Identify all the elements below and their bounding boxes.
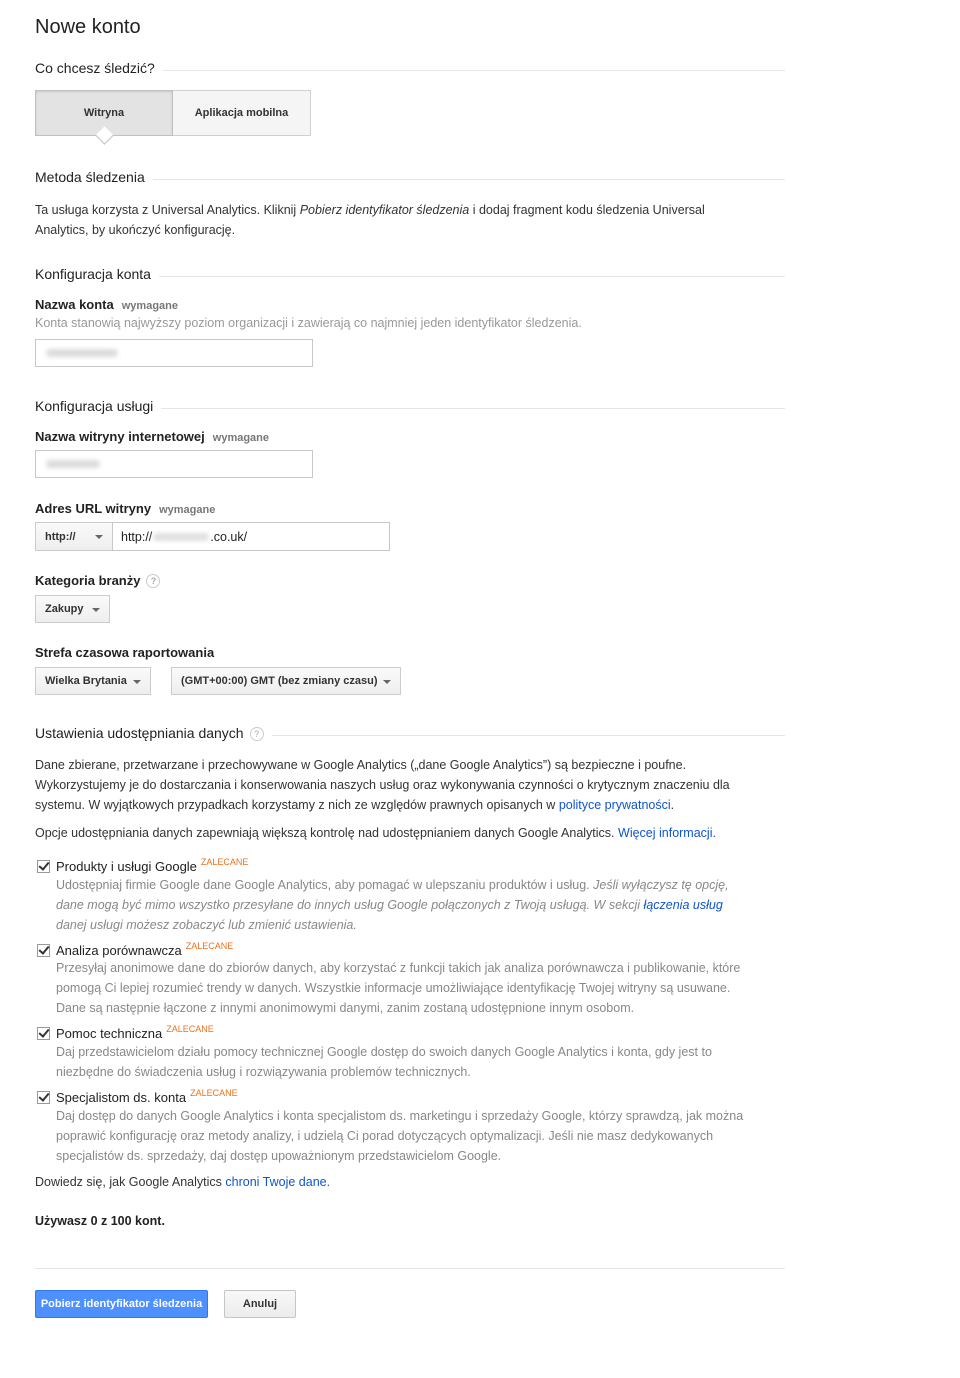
caret-down-icon bbox=[133, 680, 141, 684]
redacted-value bbox=[46, 460, 100, 468]
benchmarking-description: Przesyłaj anonimowe dane do zbiorów danych, aby korzystać z funkcji takich jak analiza porównawcza i publikowanie, które pomogą Ci lepiej rozumieć trendy w danych. Wszystkie informacje umożliwiające identyfikację Twojej witryny są usuwane. Dane są następnie łączone z innymi anonimowymi danymi, zanim zostaną udostępnione innym osobom. bbox=[56, 961, 741, 1015]
section-data-sharing bbox=[35, 725, 785, 745]
account-specialists-label: Specjalistom ds. konta $^{ZALECANE}$ bbox=[56, 1088, 238, 1105]
property-linking-link[interactable]: łączenia usług bbox=[643, 898, 723, 912]
required-tag: wymagane bbox=[121, 300, 178, 312]
section-tracking-title: Co chcesz śledzić? bbox=[35, 60, 163, 76]
account-name-label: Nazwa konta wymagane bbox=[35, 297, 178, 312]
recommended-badge: ZALECANE bbox=[166, 1024, 214, 1034]
selected-pointer bbox=[95, 126, 113, 144]
google-products-description: Udostępniaj firmie Google dane Google Analytics, aby pomagać w ulepszaniu produktów i usług. Jeśli wyłączysz tę opcję, dane mogą być mimo wszystko przesyłane do innych usług Google połączonych z Twoją usługą. W sekcji łączenia usług danej usługi możesz zobaczyć lub zmienić ustawienia. bbox=[56, 878, 729, 932]
data-protection-note: Dowiedz się, jak Google Analytics chroni Twoje dane. bbox=[35, 1175, 331, 1189]
google-products-checkbox[interactable] bbox=[37, 860, 50, 873]
tracking-type-selector bbox=[35, 90, 311, 136]
caret-down-icon bbox=[92, 608, 100, 612]
recommended-badge: ZALECANE bbox=[185, 941, 234, 951]
technical-support-checkbox[interactable] bbox=[37, 1027, 50, 1040]
technical-support-label: Pomoc techniczna $^{ZALECANE}$ bbox=[56, 1024, 214, 1041]
required-tag: wymagane bbox=[159, 504, 216, 516]
method-description: Ta usługa korzysta z Universal Analytics. Kliknij Pobierz identyfikator śledzenia i dodaj fragment kodu śledzenia Universal Analytics, by ukończyć konfigurację. bbox=[35, 203, 705, 237]
country-dropdown[interactable]: Wielka Brytania bbox=[35, 667, 151, 695]
benchmarking-checkbox[interactable] bbox=[37, 944, 50, 957]
section-method-title: Metoda śledzenia bbox=[35, 169, 153, 185]
site-url-input[interactable]: http:// .co.uk/ bbox=[112, 522, 390, 551]
recommended-badge: ZALECANE bbox=[200, 857, 249, 867]
industry-category-label: Kategoria branży ? bbox=[35, 573, 160, 588]
footer-divider bbox=[35, 1268, 785, 1269]
page-title: Nowe konto bbox=[35, 16, 141, 38]
timezone-dropdown[interactable]: (GMT+00:00) GMT (bez zmiany czasu) bbox=[171, 667, 401, 695]
required-tag: wymagane bbox=[212, 432, 270, 444]
caret-down-icon bbox=[383, 680, 391, 684]
technical-support-description: Daj przedstawicielom działu pomocy technicznej Google dostęp do swoich danych Google Analytics i konta, gdy jest to niezbędne do świadczenia usług i rozwiązywania problemów technicznych. bbox=[56, 1045, 712, 1079]
account-usage-text: Używasz 0 z 100 kont. bbox=[35, 1214, 165, 1228]
section-account-title: Konfiguracja konta bbox=[35, 266, 159, 282]
recommended-badge: ZALECANE bbox=[190, 1088, 238, 1098]
tab-website[interactable]: Witryna bbox=[35, 90, 173, 136]
data-sharing-options-note: Opcje udostępniania danych zapewniają większą kontrolę nad udostępnianiem danych Google Analytics. Więcej informacji. bbox=[35, 826, 716, 840]
section-method bbox=[35, 169, 785, 189]
section-data-sharing-title: Ustawienia udostępniania danych ? bbox=[35, 725, 272, 741]
account-specialists-checkbox[interactable] bbox=[37, 1091, 50, 1104]
caret-down-icon bbox=[95, 535, 103, 539]
more-info-link[interactable]: Więcej informacji bbox=[618, 826, 713, 840]
benchmarking-label: Analiza porównawcza $^{ZALECANE}$ bbox=[56, 941, 234, 958]
tab-mobile-app[interactable]: Aplikacja mobilna bbox=[173, 90, 311, 136]
section-account bbox=[35, 266, 785, 286]
site-name-label: Nazwa witryny internetowej wymagane bbox=[35, 429, 270, 444]
account-name-hint: Konta stanowią najwyższy poziom organizacji i zawierają co najmniej jeden identyfikator śledzenia. bbox=[35, 316, 582, 330]
get-tracking-id-button[interactable]: Pobierz identyfikator śledzenia bbox=[35, 1290, 208, 1318]
data-protection-link[interactable]: chroni Twoje dane bbox=[225, 1175, 327, 1189]
site-url-label: Adres URL witryny wymagane bbox=[35, 501, 216, 516]
privacy-policy-link[interactable]: polityce prywatności bbox=[558, 798, 671, 812]
google-products-label: Produkty i usługi Google $^{ZALECANE}$ bbox=[56, 857, 249, 874]
industry-category-dropdown[interactable]: Zakupy bbox=[35, 595, 110, 623]
account-name-input[interactable] bbox=[35, 339, 313, 367]
protocol-dropdown[interactable]: http:// bbox=[35, 522, 113, 551]
section-tracking bbox=[35, 60, 785, 80]
redacted-value bbox=[153, 533, 209, 541]
section-property bbox=[35, 398, 785, 418]
question-circle-icon[interactable]: ? bbox=[250, 727, 264, 741]
timezone-label: Strefa czasowa raportowania bbox=[35, 645, 215, 660]
redacted-value bbox=[46, 349, 118, 357]
account-specialists-description: Daj dostęp do danych Google Analytics i konta specjalistom ds. marketingu i sprzedaży Google, którzy sprawdzą, jak można poprawić konfigurację oraz metody analizy, i udzielą Ci porad dotyczących optymalizacji. Jeśli nie masz dedykowanych specjalistów ds. sprzedaży, daj dostęp upoważnionym przedstawicielom Google. bbox=[56, 1109, 744, 1163]
site-name-input[interactable] bbox=[35, 450, 313, 478]
data-sharing-intro: Dane zbierane, przetwarzane i przechowywane w Google Analytics („dane Google Analytics”) są bezpieczne i poufne. Wykorzystujemy je do dostarczania i konserwowania naszych usług oraz wykonywania czynności o krytycznym znaczeniu dla systemu. W wyjątkowych przypadkach korzystamy z nich ze względów prawnych opisanych w polityce prywatności. bbox=[35, 758, 730, 812]
cancel-button[interactable]: Anuluj bbox=[224, 1290, 296, 1318]
question-circle-icon[interactable]: ? bbox=[146, 574, 160, 588]
section-property-title: Konfiguracja usługi bbox=[35, 398, 161, 414]
